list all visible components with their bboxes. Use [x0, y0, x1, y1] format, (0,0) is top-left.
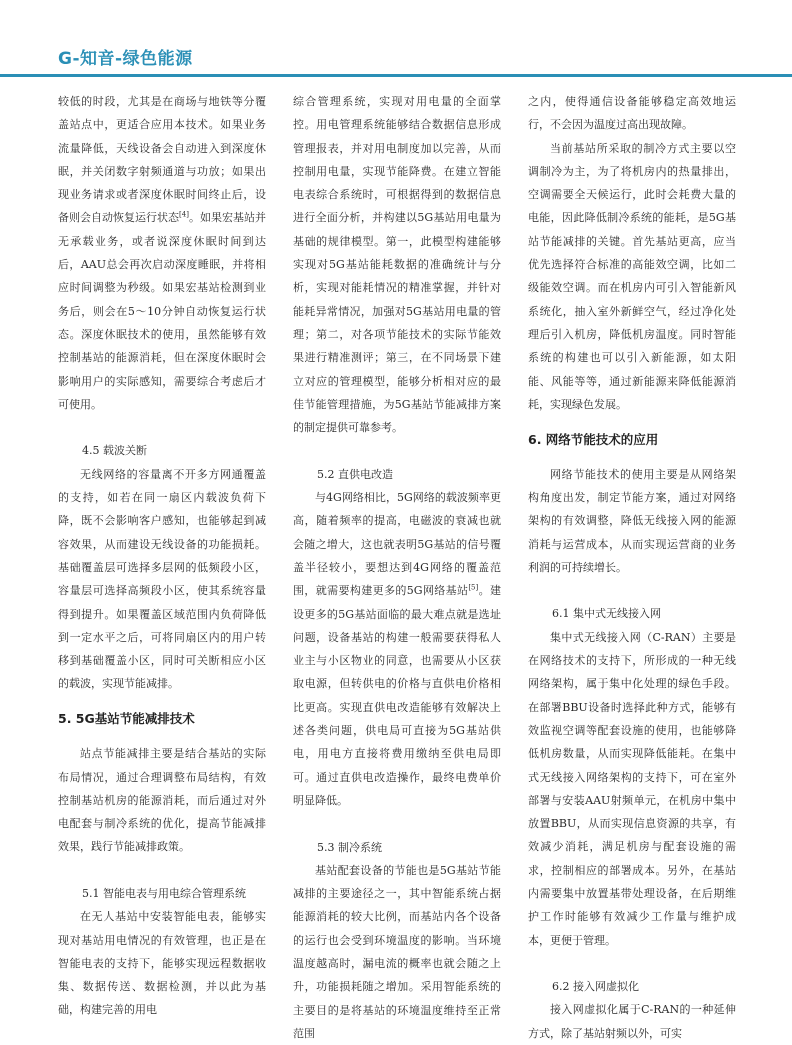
- paragraph: 基站配套设备的节能也是5G基站节能减排的主要途径之一，其中智能系统占据能源消耗的较大比例，而基站内各个设备的运行也会受到环境温度的影响。当环境温度越高时，漏电流的概率也就会随之上升，功能损耗随之增加。采用智能系统的主要目的是将基站的环境温度维持至正常范围: [293, 863, 501, 1040]
- journal-header-title: G-知音-绿色能源: [58, 49, 193, 69]
- section-heading: 5. 5G基站节能减排技术: [58, 711, 195, 727]
- column-3: [528, 90, 736, 1045]
- column-1: [58, 90, 266, 1022]
- paragraph: 较低的时段，尤其是在商场与地铁等分覆盖站点中，更适合应用本技术。如果业务流量降低，天线设备会自动进入到深度休眠，并关闭数字射频通道与功放；如果出现业务请求或者深度休眠时间终止后，设备则会自动恢复运行状态[4]。如果宏基站并无承载业务，或者说深度休眠时间到达后，AAU总会再次启动深度睡眠，并将相应时间调整为秒级。如果宏基站检测到业务后，则会在5～10分钟自动恢复运行状态。深度休眠技术的使用，虽然能够有效控制基站的能源消耗，但在深度休眠时会影响用户的实际感知，需要综合考虑后才可使用。: [58, 95, 266, 411]
- paragraph: 在无人基站中安装智能电表，能够实现对基站用电情况的有效管理，也正是在智能电表的支持下，能够实现远程数据收集、数据传送、数据检测，并以此为基础，构建完善的用电: [58, 910, 266, 1017]
- subsection-heading: 6.2 接入网虚拟化: [552, 980, 639, 994]
- paragraph: 无线网络的容量离不开多方网通覆盖的支持，如若在同一扇区内载波负荷下降，既不会影响客户感知，也能够起到减容效果，从而建设无线设备的功能损耗。基础覆盖层可选择多层网的低频段小区，容量层可选择高频段小区，使其系统容量得到提升。如果覆盖区域范围内负荷降低到一定水平之后，可将同扇区内的用户转移到基础覆盖小区，同时可关断相应小区的载波，实现节能减排。: [58, 467, 266, 691]
- citation: [5]: [468, 583, 479, 592]
- subsection-heading: 5.1 智能电表与用电综合管理系统: [82, 886, 246, 900]
- paragraph: 与4G网络相比，5G网络的载波频率更高，随着频率的提高，电磁波的衰减也就会随之增大，这也就表明5G基站的信号覆盖半径较小，要想达到4G网络的覆盖范围，就需要构建更多的5G网络基站[5]。建设更多的5G基站面临的最大难点就是选址问题，设备基站的构建一般需要获得私人业主与小区物业的同意，也需要从小区获取电源，但转供电的价格与直供电价格相比更高。实现直供电改造能够有效解决上述各类问题，供电局可直接为5G基站供电，用电方直接将费用缴纳至供电局即可。通过直供电改造操作，最终电费单价明显降低。: [293, 491, 501, 807]
- subsection-heading: 6.1 集中式无线接入网: [552, 607, 661, 621]
- subsection-heading: 4.5 载波关断: [82, 444, 147, 458]
- paragraph: 当前基站所采取的制冷方式主要以空调制冷为主，为了将机房内的热量排出，空调需要全天候运行，此时会耗费大量的电能，因此降低制冷系统的能耗，是5G基站节能减排的关键。首先基站更高，应当优先选择符合标准的高能效空调，比如二级能效空调。而在机房内可引入智能新风系统化，抽入室外新鲜空气，经过净化处理后引入机房，降低机房温度。同时智能系统的构建也可以引入新能源，如太阳能、风能等等，通过新能源来降低能源消耗，实现绿色发展。: [528, 141, 736, 411]
- section-heading: 6. 网络节能技术的应用: [528, 431, 659, 447]
- paragraph: 之内，使得通信设备能够稳定高效地运行，不会因为温度过高出现故障。: [528, 95, 736, 132]
- paragraph: 站点节能减排主要是结合基站的实际布局情况，通过合理调整布局结构，有效控制基站机房的能源消耗，而后通过对外电配套与制冷系统的优化，提高节能减排效果，践行节能减排政策。: [58, 747, 266, 854]
- header-rule: [0, 74, 792, 77]
- column-2: [293, 90, 501, 1045]
- subsection-heading: 5.2 直供电改造: [317, 467, 393, 481]
- paragraph: 网络节能技术的使用主要是从网络架构角度出发，制定节能方案，通过对网络架构的有效调整，降低无线接入网的能源消耗与运营成本，从而实现运营商的业务利润的可持续增长。: [528, 467, 736, 574]
- paragraph: 接入网虚拟化属于C-RAN的一种延伸方式，除了基站射频以外，可实: [528, 1003, 736, 1040]
- paragraph: 综合管理系统，实现对用电量的全面掌控。用电管理系统能够结合数据信息形成管理报表，并对用电制度加以完善，从而控制用电量，实现节能降费。在建立智能电表综合系统时，可根据得到的数据信息进行全面分析，并构建以5G基站用电量为基础的规律模型。第一，此模型构建能够实现对5G基站能耗数据的准确统计与分析，实现对能耗情况的精准掌握，并针对能耗异常情况，加强对5G基站用电量的管理；第二，对各项节能技术的实际节能效果进行精准测评；第三，在不同场景下建立对应的管理模型，能够分析相对应的最佳节能管理措施，为5G基站节能减排方案的制定提供可靠参考。: [293, 95, 501, 435]
- citation: [4]: [179, 210, 189, 219]
- paragraph: 集中式无线接入网（C-RAN）主要是在网络技术的支持下，所形成的一种无线网络架构，属于集中化处理的绿色手段。在部署BBU设备时选择此种方式，能够有效监视空调等配套设施的使用，也能够降低机房数量，从而实现降低能耗。在集中式无线接入网络架构的支持下，可在室外部署与安装AAU射频单元，在机房中集中放置BBU，从而实现信息资源的共享，有效减少消耗，满足机房与配套设施的需求，控制相应的部署成本。另外，在基站内需要集中放置基带处理设备，在后期维护工作时能够有效减少工作量与维护成本，更便于管理。: [528, 630, 736, 947]
- subsection-heading: 5.3 制冷系统: [317, 840, 382, 854]
